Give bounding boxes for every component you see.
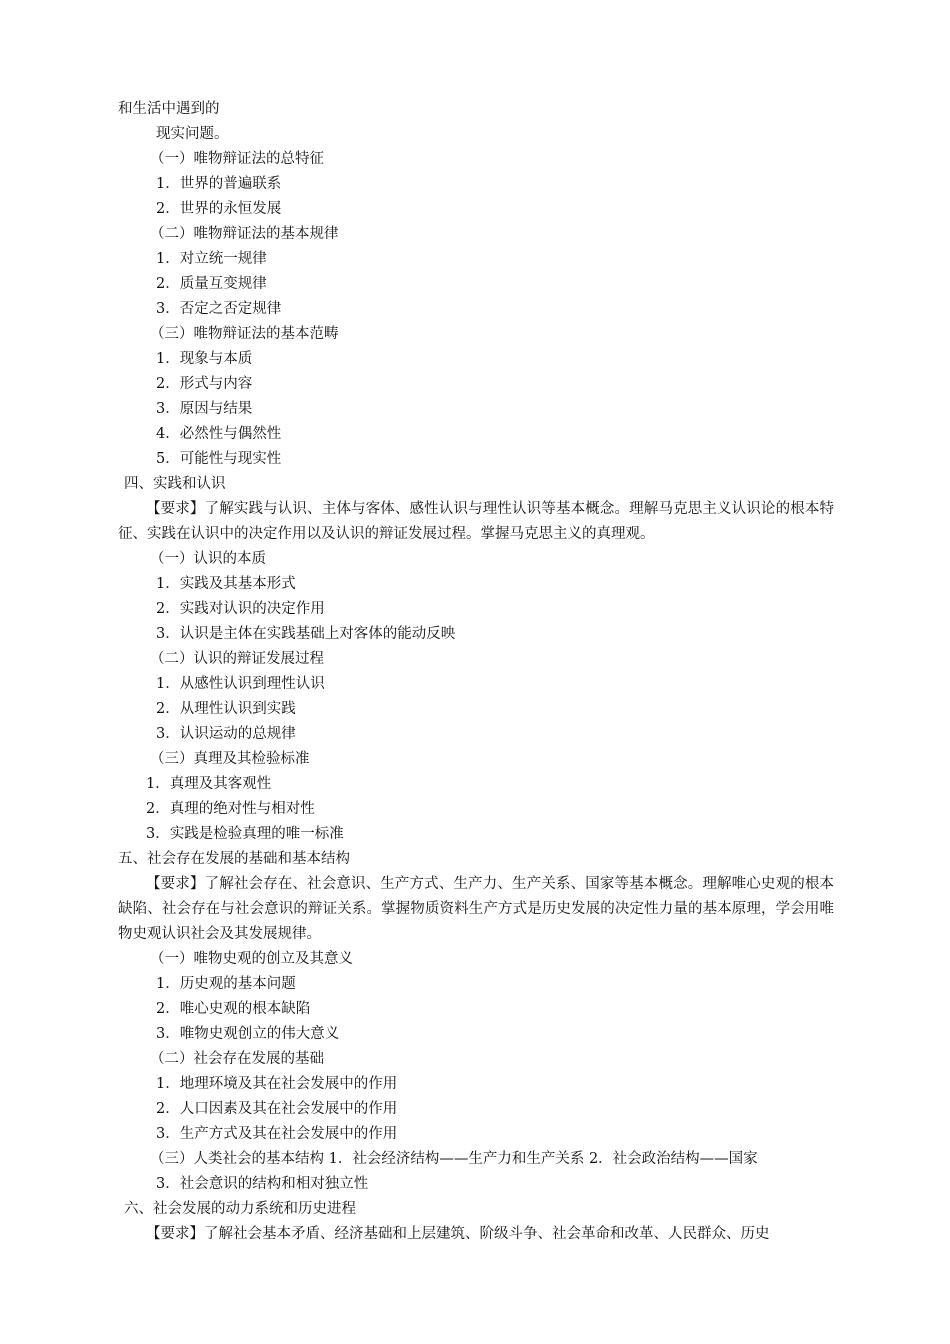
list-item: 3．否定之否定规律 bbox=[156, 301, 282, 317]
list-item: 2．从理性认识到实践 bbox=[156, 701, 296, 717]
requirement-paragraph bbox=[118, 497, 834, 547]
list-item: 3．原因与结果 bbox=[156, 401, 253, 417]
list-item: 3．唯物史观创立的伟大意义 bbox=[156, 1026, 340, 1042]
list-item: 5．可能性与现实性 bbox=[156, 451, 282, 467]
list-item: 2．质量互变规律 bbox=[156, 276, 267, 292]
list-item: 3．认识运动的总规律 bbox=[156, 726, 296, 742]
list-item: 2．人口因素及其在社会发展中的作用 bbox=[156, 1101, 398, 1117]
paragraph-text: 【要求】了解社会存在、社会意识、生产方式、生产力、生产关系、国家等基本概念。理解唯心史观的根本缺陷、社会存在与社会意识的辩证关系。掌握物质资料生产方式是历史发展的决定性力量的基本原理，学会用唯物史观认识社会及其发展规律。 bbox=[118, 876, 834, 942]
list-item: 2．形式与内容 bbox=[156, 376, 253, 392]
list-item: 1．实践及其基本形式 bbox=[156, 576, 296, 592]
section-heading: （三）唯物辩证法的基本范畴 bbox=[150, 326, 339, 342]
paragraph-text: 【要求】了解社会基本矛盾、经济基础和上层建筑、阶级斗争、社会革命和改革、人民群众、历史 bbox=[146, 1226, 770, 1242]
section-heading: （一）唯物史观的创立及其意义 bbox=[150, 951, 353, 967]
section-heading: （二）认识的辩证发展过程 bbox=[150, 651, 324, 667]
list-item: 2．真理的绝对性与相对性 bbox=[146, 801, 315, 817]
list-item: 3．实践是检验真理的唯一标准 bbox=[146, 826, 344, 842]
chapter-heading: 五、社会存在发展的基础和基本结构 bbox=[118, 851, 350, 867]
text-line: 和生活中遇到的 bbox=[118, 101, 220, 117]
text-line: 现实问题。 bbox=[156, 126, 229, 142]
section-heading: （三）人类社会的基本结构 1．社会经济结构——生产力和生产关系 2．社会政治结构——国家 bbox=[150, 1151, 758, 1167]
list-item: 1．真理及其客观性 bbox=[146, 776, 272, 792]
list-item: 2．实践对认识的决定作用 bbox=[156, 601, 325, 617]
section-heading: （二）唯物辩证法的基本规律 bbox=[150, 226, 339, 242]
section-heading: （一）认识的本质 bbox=[150, 551, 266, 567]
requirement-paragraph bbox=[118, 872, 834, 947]
list-item: 1．世界的普遍联系 bbox=[156, 176, 282, 192]
list-item: 1．历史观的基本问题 bbox=[156, 976, 296, 992]
list-item: 2．世界的永恒发展 bbox=[156, 201, 282, 217]
list-item: 1．从感性认识到理性认识 bbox=[156, 676, 325, 692]
list-item: 2．唯心史观的根本缺陷 bbox=[156, 1001, 311, 1017]
section-heading: （二）社会存在发展的基础 bbox=[150, 1051, 324, 1067]
list-item: 3．社会意识的结构和相对独立性 bbox=[156, 1176, 369, 1192]
list-item: 1．现象与本质 bbox=[156, 351, 253, 367]
paragraph-text: 【要求】了解实践与认识、主体与客体、感性认识与理性认识等基本概念。理解马克思主义认识论的根本特征、实践在认识中的决定作用以及认识的辩证发展过程。掌握马克思主义的真理观。 bbox=[118, 501, 834, 542]
section-heading: （一）唯物辩证法的总特征 bbox=[150, 151, 324, 167]
chapter-heading: 四、实践和认识 bbox=[124, 476, 226, 492]
requirement-paragraph bbox=[118, 1222, 834, 1247]
list-item: 4．必然性与偶然性 bbox=[156, 426, 282, 442]
list-item: 3．认识是主体在实践基础上对客体的能动反映 bbox=[156, 626, 456, 642]
list-item: 3．生产方式及其在社会发展中的作用 bbox=[156, 1126, 398, 1142]
section-heading: （三）真理及其检验标准 bbox=[150, 751, 310, 767]
list-item: 1．对立统一规律 bbox=[156, 251, 267, 267]
list-item: 1．地理环境及其在社会发展中的作用 bbox=[156, 1076, 398, 1092]
chapter-heading: 六、社会发展的动力系统和历史进程 bbox=[124, 1201, 356, 1217]
